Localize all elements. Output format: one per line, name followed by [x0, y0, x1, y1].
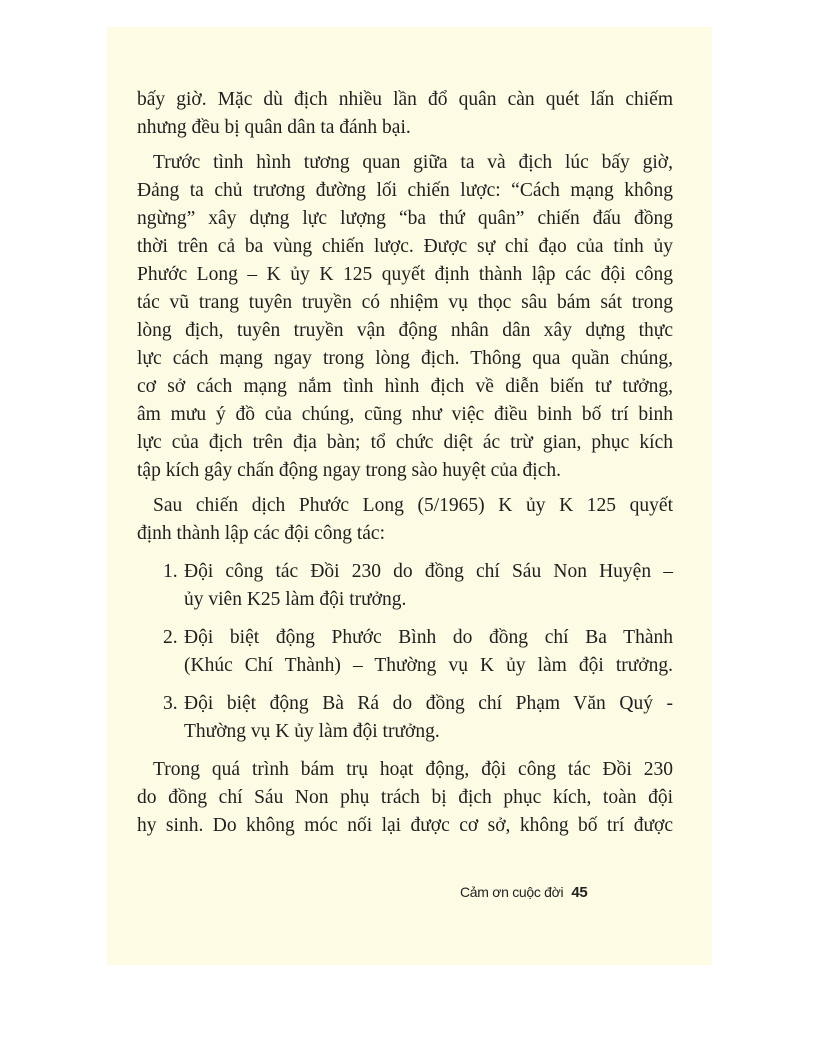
text-line: (Khúc Chí Thành) – Thường vụ K ủy làm đội trưởng.: [184, 655, 673, 676]
paragraph: [137, 756, 673, 840]
text-line: cơ sở cách mạng nắm tình hình địch về diễn biến tư tưởng,: [137, 376, 673, 397]
list-number: 2.: [163, 627, 178, 648]
page-body: [137, 86, 673, 847]
text-line: Thường vụ K ủy làm đội trưởng.: [184, 721, 440, 742]
text-line: Đội biệt động Phước Bình do đồng chí Ba Thành: [184, 627, 673, 648]
text-line: nhưng đều bị quân dân ta đánh bại.: [137, 117, 411, 138]
text-line: Đội công tác Đồi 230 do đồng chí Sáu Non Huyện –: [184, 561, 673, 582]
text-line: âm mưu ý đồ của chúng, cũng như việc điều binh bố trí binh: [137, 404, 673, 425]
text-line: Trong quá trình bám trụ hoạt động, đội công tác Đồi 230: [153, 759, 673, 780]
text-line: thời trên cả ba vùng chiến lược. Được sự chỉ đạo của tỉnh ủy: [137, 236, 673, 257]
text-line: lực của địch trên địa bàn; tổ chức diệt ác trừ gian, phục kích: [137, 432, 673, 453]
text-line: định thành lập các đội công tác:: [137, 523, 385, 544]
text-line: Sau chiến dịch Phước Long (5/1965) K ủy K 125 quyết: [153, 495, 673, 516]
text-line: Đội biệt động Bà Rá do đồng chí Phạm Văn Quý -: [184, 693, 673, 714]
running-footer: [460, 884, 587, 901]
text-line: hy sinh. Do không móc nối lại được cơ sở, không bố trí được: [137, 815, 673, 836]
book-title: Cảm ơn cuộc đời: [460, 884, 564, 900]
text-line: bấy giờ. Mặc dù địch nhiều lần đổ quân càn quét lấn chiếm: [137, 89, 673, 110]
text-line: tập kích gây chấn động ngay trong sào huyệt của địch.: [137, 460, 562, 481]
list-item: [137, 690, 673, 746]
text-line: ủy viên K25 làm đội trưởng.: [184, 589, 407, 610]
list-number: 3.: [163, 693, 178, 714]
text-line: ngừng” xây dựng lực lượng “ba thứ quân” chiến đấu đồng: [137, 208, 673, 229]
text-line: Phước Long – K ủy K 125 quyết định thành lập các đội công: [137, 264, 673, 285]
page-number: 45: [571, 884, 588, 901]
text-line: do đồng chí Sáu Non phụ trách bị địch phục kích, toàn đội: [137, 787, 673, 808]
text-line: lòng địch, tuyên truyền vận động nhân dân xây dựng thực: [137, 320, 673, 341]
list-item: [137, 558, 673, 614]
text-line: Trước tình hình tương quan giữa ta và địch lúc bấy giờ,: [153, 152, 673, 173]
list-number: 1.: [163, 561, 178, 582]
paragraph: [137, 86, 673, 142]
paragraph: [137, 149, 673, 485]
text-line: lực cách mạng ngay trong lòng địch. Thông qua quần chúng,: [137, 348, 673, 369]
paragraph: [137, 492, 673, 548]
text-line: Đảng ta chủ trương đường lối chiến lược: “Cách mạng không: [137, 180, 673, 201]
text-line: tác vũ trang tuyên truyền có nhiệm vụ thọc sâu bám sát trong: [137, 292, 673, 313]
list-item: [137, 624, 673, 680]
